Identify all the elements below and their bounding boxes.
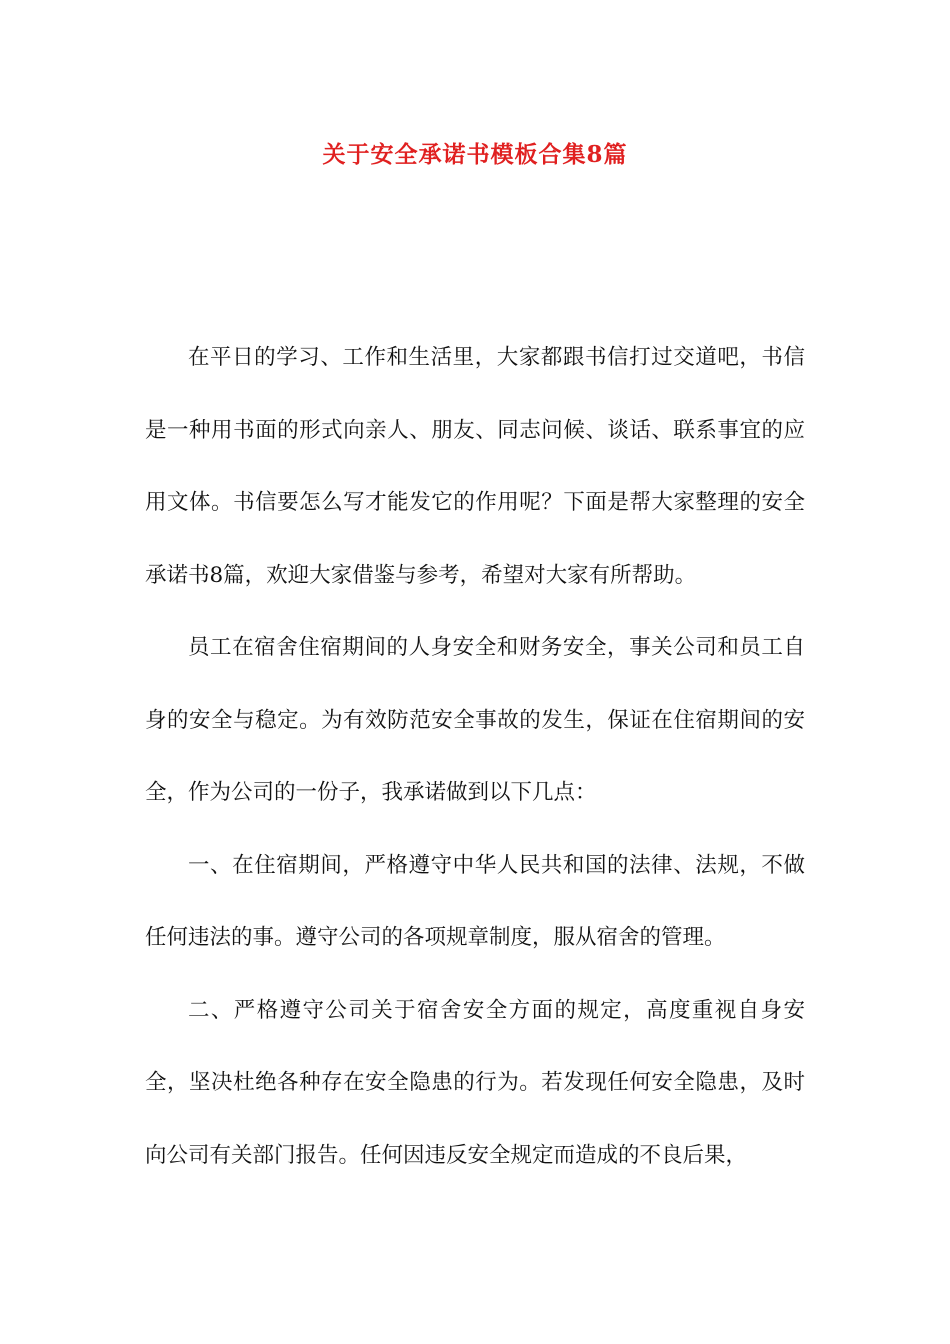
document-title: 关于安全承诺书模板合集8篇: [322, 141, 628, 168]
paragraph-item-one: 一、在住宿期间，严格遵守中华人民共和国的法律、法规，不做任何违法的事。遵守公司的各项规章制度，服从宿舍的管理。: [145, 852, 805, 950]
paragraph-item-two: 二、严格遵守公司关于宿舍安全方面的规定，高度重视自身安全，坚决杜绝各种存在安全隐患的行为。若发现任何安全隐患，及时向公司有关部门报告。任何因违反安全规定而造成的不良后果，: [145, 997, 805, 1168]
paragraph-intro: 在平日的学习、工作和生活里，大家都跟书信打过交道吧，书信是一种用书面的形式向亲人、朋友、同志问候、谈话、联系事宜的应用文体。书信要怎么写才能发它的作用呢？下面是帮大家整理的安全承诺书8篇，欢迎大家借鉴与参考，希望对大家有所帮助。: [145, 345, 805, 588]
paragraph-commitment-preface: 员工在宿舍住宿期间的人身安全和财务安全，事关公司和员工自身的安全与稳定。为有效防范安全事故的发生，保证在住宿期间的安全，作为公司的一份子，我承诺做到以下几点：: [145, 635, 805, 805]
document-body: [145, 322, 805, 1192]
